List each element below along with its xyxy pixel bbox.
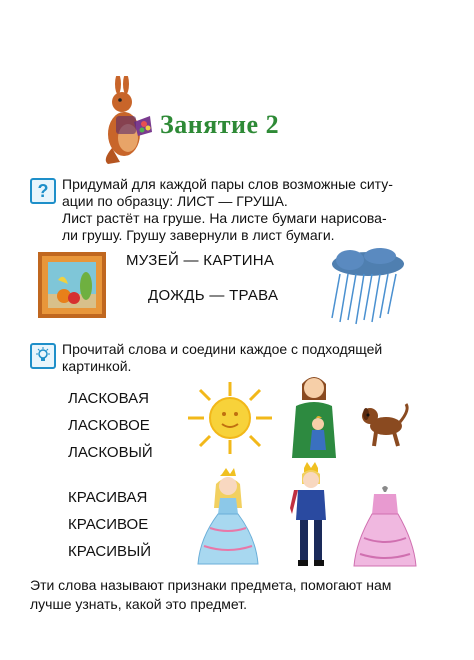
task1-line: ации по образцу: ЛИСТ — ГРУША. — [62, 193, 288, 209]
task1-line: ли грушу. Грушу завернули в лист бумаги. — [62, 227, 335, 243]
footer-line: лучше узнать, какой это предмет. — [30, 596, 247, 612]
task2-line: картинкой. — [62, 358, 132, 374]
footer-text — [30, 577, 460, 613]
word-laskovyi: ЛАСКОВЫЙ — [68, 444, 153, 461]
word-laskovaya: ЛАСКОВАЯ — [68, 390, 149, 407]
lesson-title: Занятие 2 — [160, 110, 280, 139]
task1-text — [62, 176, 462, 244]
dog-illustration — [360, 400, 412, 448]
task1-line: Придумай для каждой пары слов возможные ситу- — [62, 176, 393, 192]
prince-illustration — [288, 462, 334, 570]
word-pair-rain: ДОЖДЬ — ТРАВА — [148, 287, 279, 304]
footer-line: Эти слова называют признаки предмета, помогают нам — [30, 577, 392, 593]
word-krasivoe: КРАСИВОЕ — [68, 516, 149, 533]
word-pair-museum: МУЗЕЙ — КАРТИНА — [126, 252, 275, 269]
princess-illustration — [192, 468, 264, 568]
word-laskovoe: ЛАСКОВОЕ — [68, 417, 150, 434]
lightbulb-icon — [30, 343, 56, 369]
sun-illustration — [184, 380, 276, 456]
kangaroo-illustration — [98, 76, 158, 166]
dress-illustration — [352, 486, 418, 568]
task1-line: Лист растёт на груше. На листе бумаги нарисова- — [62, 210, 387, 226]
framed-painting-illustration — [38, 252, 106, 318]
word-krasivaya: КРАСИВАЯ — [68, 489, 148, 506]
question-icon: ? — [30, 178, 56, 204]
mother-and-child-illustration — [286, 370, 342, 460]
word-krasivyi: КРАСИВЫЙ — [68, 543, 152, 560]
rain-cloud-illustration — [328, 248, 408, 326]
task2-line: Прочитай слова и соедини каждое с подходящей — [62, 341, 383, 357]
task2-text — [62, 341, 462, 375]
